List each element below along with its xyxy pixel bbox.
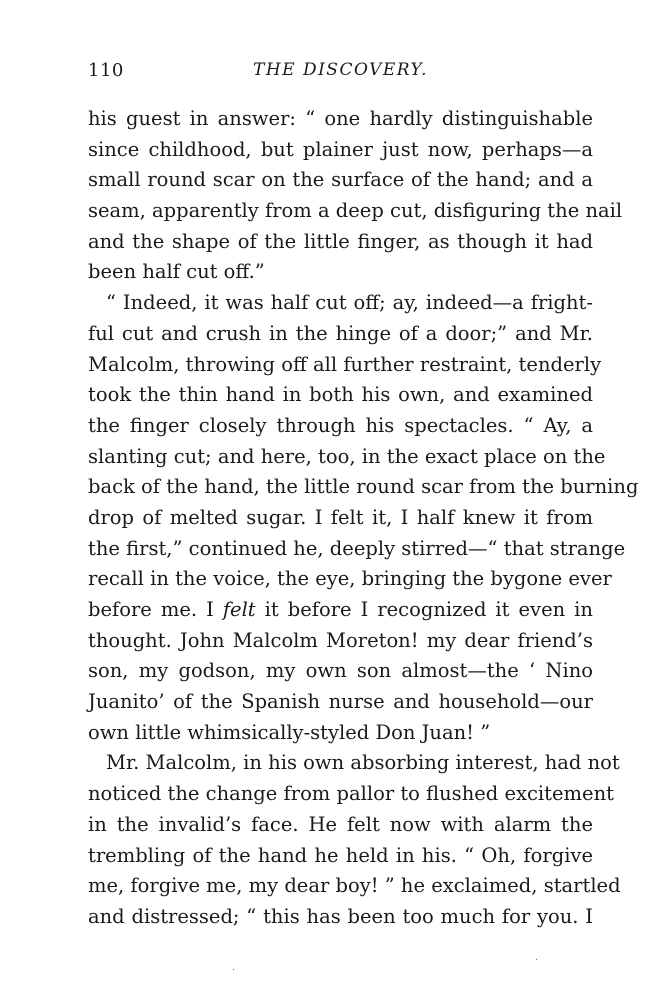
text-line: noticed the change from pallor to flushed excitement [88, 782, 614, 806]
text-line: Mr. Malcolm, in his own absorbing interest, had not [106, 751, 620, 775]
text-line: his guest in answer: “ one hardly distinguishable [88, 107, 593, 130]
text-line: trembling of the hand he held in his. “ Oh, forgive [88, 843, 593, 867]
text-line: me, forgive me, my dear boy! ” he exclaimed, startled [88, 874, 621, 898]
text-line: took the thin hand in both his own, and examined [88, 383, 593, 407]
text-line: recall in the voice, the eye, bringing the bygone ever [88, 567, 612, 591]
page-body [88, 104, 639, 933]
text-line: Juanito’ of the Spanish nurse and household—our [88, 690, 593, 714]
text-line [88, 595, 593, 626]
print-speck: · [535, 955, 539, 966]
text-line: ful cut and crush in the hinge of a door;” and Mr. [88, 321, 593, 345]
print-speck: · [232, 965, 236, 976]
text-line: the first,” continued he, deeply stirred—“ that strange [88, 536, 626, 560]
text-line: and distressed; “ this has been too much for you. I [88, 904, 593, 928]
text-line: small round scar on the surface of the hand; and a [88, 168, 593, 192]
text-line: back of the hand, the little round scar from the burning [88, 475, 639, 499]
text-line: slanting cut; and here, too, in the exact place on the [88, 444, 606, 468]
text-line: drop of melted sugar. I felt it, I half knew it from [88, 505, 593, 529]
text-line: in the invalid’s face. He felt now with alarm the [88, 812, 593, 836]
text-line: since childhood, but plainer just now, perhaps—a [88, 137, 593, 161]
text-line: “ Indeed, it was half cut off; ay, indeed—a fright- [106, 291, 593, 315]
italic-emphasis: felt [222, 598, 256, 621]
page-number: 110 [88, 60, 124, 81]
text-line: Malcolm, throwing off all further restraint, tenderly [88, 352, 602, 376]
text-line: the finger closely through his spectacles. “ Ay, a [88, 413, 593, 437]
text-span: it before I recognized it even in [255, 598, 593, 621]
page-header [88, 60, 593, 88]
text-line: own little whimsically-styled Don Juan! ” [88, 720, 491, 744]
text-span: before me. I [88, 598, 223, 621]
running-head: THE DISCOVERY. [252, 60, 428, 80]
text-line: and the shape of the little finger, as though it had [88, 229, 593, 253]
text-line: been half cut off.” [88, 260, 265, 284]
text-line: thought. John Malcolm Moreton! my dear friend’s [88, 628, 593, 652]
text-line: seam, apparently from a deep cut, disfiguring the nail [88, 199, 623, 223]
text-line: son, my godson, my own son almost—the ‘ Nino [88, 659, 593, 683]
